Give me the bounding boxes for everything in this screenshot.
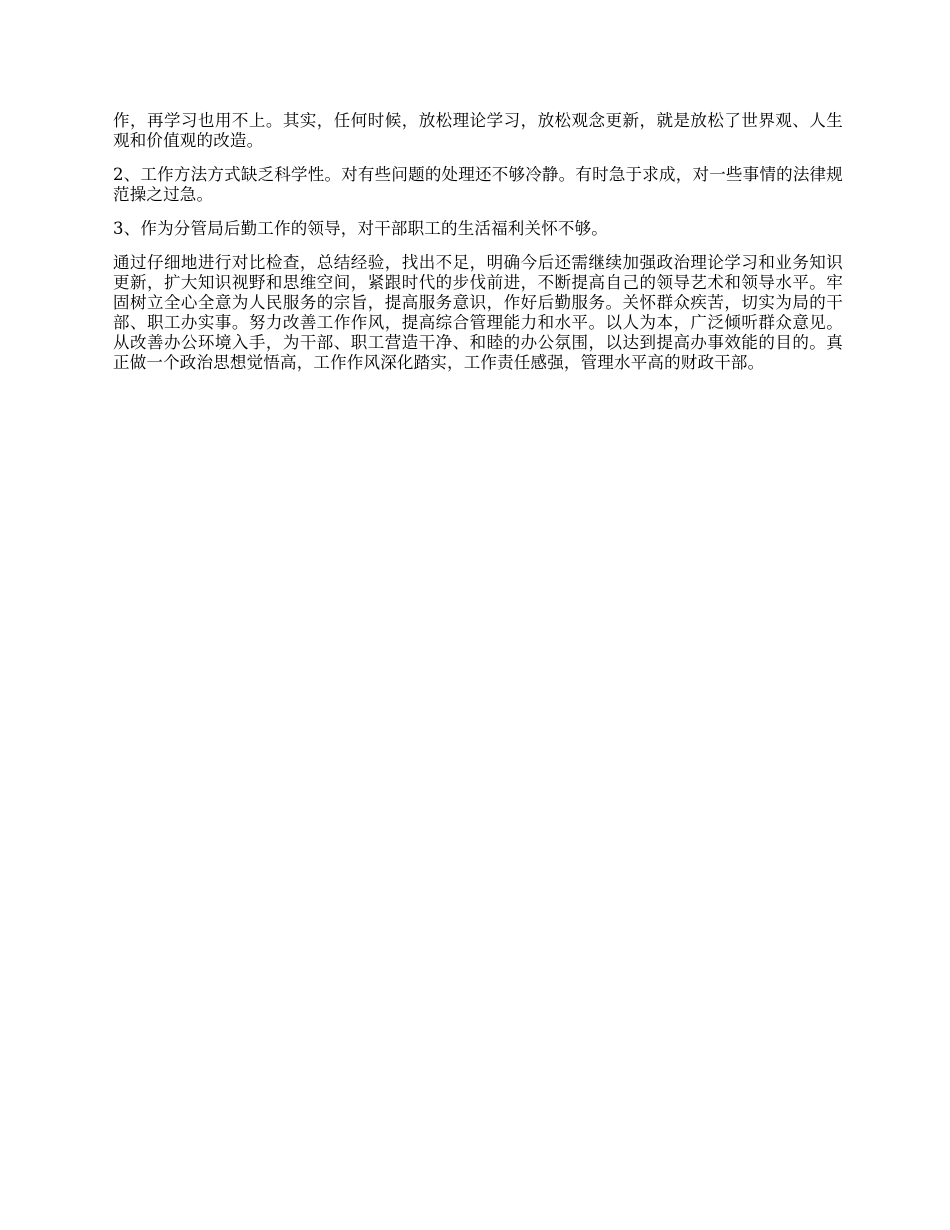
paragraph-conclusion: 通过仔细地进行对比检查，总结经验，找出不足，明确今后还需继续加强政治理论学习和业务知识更新，扩大知识视野和思维空间，紧跟时代的步伐前进，不断提高自己的领导艺术和领导水平。牢固树立全心全意为人民服务的宗旨，提高服务意识，作好后勤服务。关怀群众疾苦，切实为局的干部、职工办实事。努力改善工作作风，提高综合管理能力和水平。以人为本，广泛倾听群众意见。从改善办公环境入手，为干部、职工营造干净、和睦的办公氛围，以达到提高办事效能的目的。真正做一个政治思想觉悟高，工作作风深化踏实，工作责任感强，管理水平高的财政干部。 xyxy=(113,253,843,372)
document-body xyxy=(113,111,843,387)
paragraph-continuation: 作，再学习也用不上。其实，任何时候，放松理论学习，放松观念更新，就是放松了世界观、人生观和价值观的改造。 xyxy=(113,111,843,150)
paragraph-item-3: 3、作为分管局后勤工作的领导，对干部职工的生活福利关怀不够。 xyxy=(113,219,608,238)
paragraph-item-2: 2、工作方法方式缺乏科学性。对有些问题的处理还不够冷静。有时急于求成，对一些事情的法律规范操之过急。 xyxy=(113,165,843,204)
